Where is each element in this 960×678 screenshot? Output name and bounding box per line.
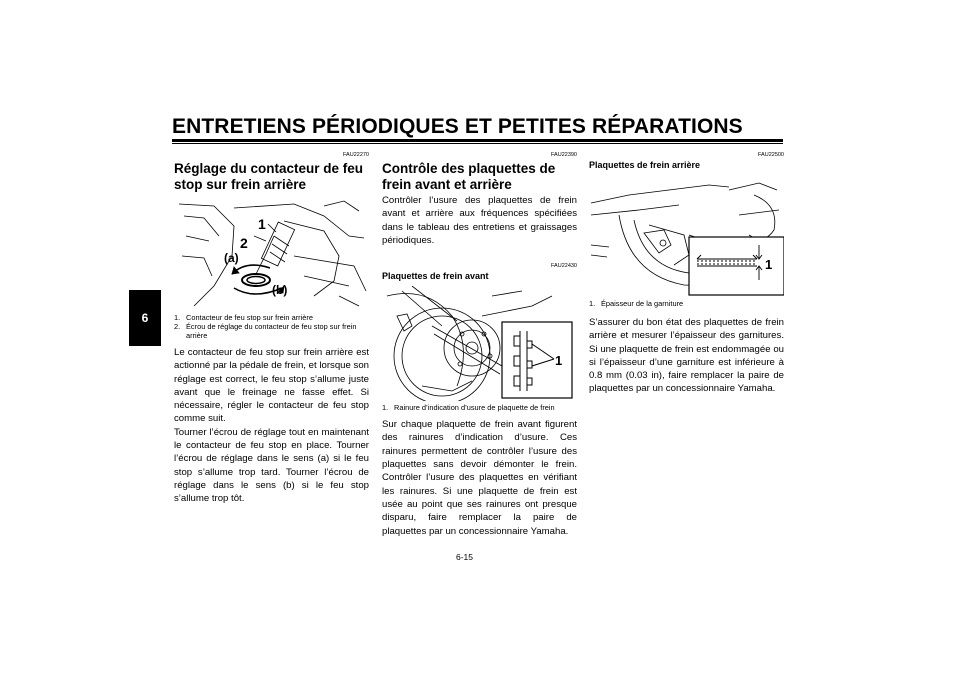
figure-caption-list bbox=[174, 313, 369, 340]
figure-caption-list bbox=[382, 403, 577, 412]
figure-label-1: 1 bbox=[258, 216, 266, 232]
subsection-code: FAU22430 bbox=[551, 263, 577, 270]
caption-text: Rainure d’indication d’usure de plaquette de frein bbox=[394, 403, 555, 413]
subsection-title: Plaquettes de frein arrière bbox=[589, 160, 701, 170]
body-paragraph: Le contacteur de feu stop sur frein arrière est actionné par la pédale de frein, et lorsque son réglage est correct, le feu stop s’allume juste avant que le freinage ne fasse effet. Si nécessaire, régler le contacteur de feu stop comme suit. bbox=[174, 347, 369, 425]
body-paragraph: Tourner l’écrou de réglage tout en maintenant le contacteur de feu stop en place. Tourner l’écrou de réglage dans le sens (a) si le feu stop s’allume trop tard. Tourner l’écrou de réglage dans le sens (b) si le feu stop s’allume trop tôt. bbox=[174, 426, 369, 505]
column-brake-pads bbox=[382, 152, 577, 538]
caption-text: Écrou de réglage du contacteur de feu stop sur frein arrière bbox=[186, 322, 357, 340]
figure-caption-list bbox=[589, 299, 784, 308]
caption-number: 2. bbox=[174, 322, 181, 331]
caption-number: 1. bbox=[174, 313, 181, 322]
front-brake-illustration bbox=[382, 286, 577, 401]
chapter-tab bbox=[129, 290, 161, 346]
section-title: Réglage du contacteur de feu stop sur frein arrière bbox=[174, 161, 364, 192]
caption-number: 1. bbox=[382, 403, 389, 413]
section-code: FAU22390 bbox=[551, 152, 577, 158]
caption-item bbox=[589, 299, 784, 308]
caption-item bbox=[382, 403, 577, 412]
body-paragraph: Sur chaque plaquette de frein avant figurent des rainures d’indication d’usure. Ces rainures permettent de contrôler l’usure des plaquettes sans devoir démonter le frein. Contrôler l’usure des plaquettes en vérifiant les rainures. Si une plaquette de frein est usée au point que ses rainures ont presque disparu, faire remplacer la paire de plaquettes par un concessionnaire Yamaha. bbox=[382, 419, 577, 537]
caption-item bbox=[174, 313, 369, 322]
rear-brake-illustration bbox=[589, 175, 784, 297]
body-paragraph: S’assurer du bon état des plaquettes de frein arrière et mesurer l’épaisseur des garnitures. Si une plaquette de frein est endommagée ou si l’épaisseur d’une garniture est inférieure à 0.8 mm (0.03 in), faire remplacer la paire de plaquettes par un concessionnaire Yamaha. bbox=[589, 317, 784, 395]
figure-label-b: (b) bbox=[272, 283, 288, 297]
column-rear-brake-pads bbox=[589, 152, 784, 396]
figure-rear-brake-pads bbox=[589, 175, 784, 297]
caption-item bbox=[174, 322, 369, 340]
subsection-title: Plaquettes de frein avant bbox=[382, 271, 489, 282]
caption-text: Contacteur de feu stop sur frein arrière bbox=[186, 313, 313, 322]
section-code: FAU22500 bbox=[758, 152, 784, 158]
page-number: 6-15 bbox=[456, 552, 474, 562]
intro-paragraph: Contrôler l’usure des plaquettes de frein avant et arrière aux fréquences spécifiées dans le tableau des entretiens et graissages périodiques. bbox=[382, 195, 577, 246]
section-title: Contrôle des plaquettes de frein avant et arrière bbox=[382, 161, 556, 192]
figure-brake-light-switch bbox=[174, 196, 369, 311]
figure-front-brake-pads bbox=[382, 286, 577, 401]
caption-number: 1. bbox=[589, 299, 596, 308]
caption-text: Épaisseur de la garniture bbox=[601, 299, 684, 308]
column-brake-light-switch bbox=[174, 152, 369, 506]
page-header-title: ENTRETIENS PÉRIODIQUES ET PETITES RÉPARATIONS bbox=[172, 115, 743, 138]
section-code: FAU22270 bbox=[343, 152, 369, 158]
brake-light-switch-illustration bbox=[174, 196, 369, 311]
figure-label-1: 1 bbox=[765, 257, 773, 272]
figure-label-2: 2 bbox=[240, 235, 248, 251]
header-rule-thin bbox=[172, 143, 783, 144]
chapter-number: 6 bbox=[141, 311, 149, 325]
figure-label-1: 1 bbox=[555, 353, 563, 369]
figure-label-a: (a) bbox=[224, 251, 239, 265]
header-rule bbox=[172, 139, 783, 142]
